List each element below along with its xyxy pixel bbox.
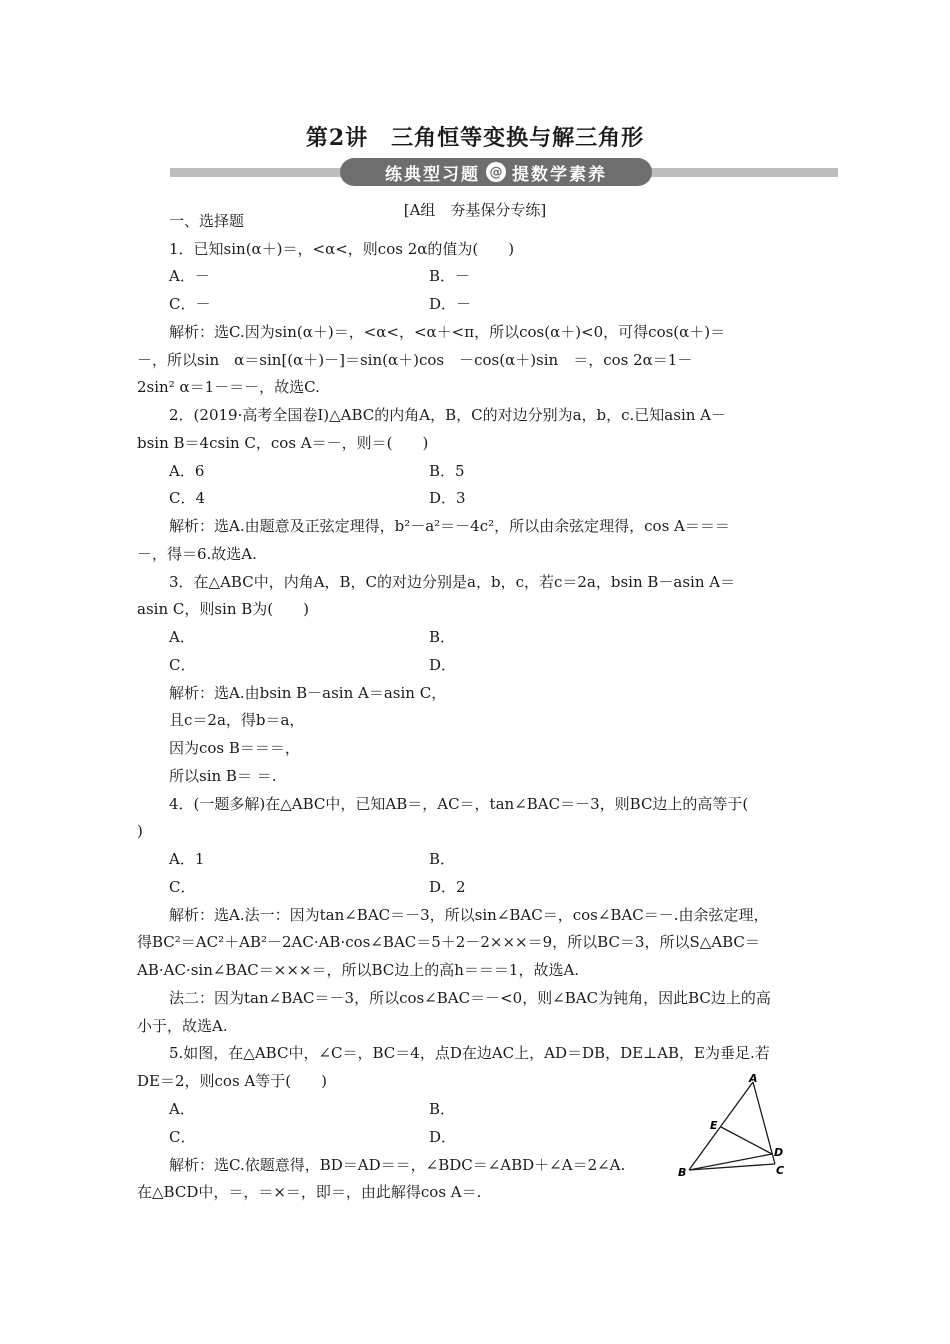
text-line: B．－ [429, 267, 471, 285]
section-banner [340, 158, 652, 186]
text-line: C． [169, 656, 196, 674]
text-line: B． [429, 850, 456, 868]
text-line: 所以sin B＝ ＝. [169, 767, 277, 785]
text-line: －，得＝6.故选A. [137, 545, 257, 563]
text-line: asin C，则sin B为( ) [137, 600, 309, 618]
text-line: A．6 [169, 462, 205, 480]
text-line: 2sin² α＝1－＝－，故选C. [137, 378, 320, 396]
text-line: 得BC²＝AC²＋AB²－2AC·AB·cos∠BAC＝5＋2－2×××＝9，所以BC＝3，所以S△ABC＝ [137, 933, 760, 951]
group-heading: [A组 夯基保分专练] [403, 201, 547, 219]
text-line: D．－ [429, 295, 472, 313]
text-line: 因为cos B＝＝＝， [169, 739, 300, 757]
text-line: DE＝2，则cos A等于( ) [137, 1072, 327, 1090]
text-line: C． [169, 878, 196, 896]
text-line: C．－ [169, 295, 211, 313]
label-e: E [710, 1119, 718, 1132]
text-line: 小于，故选A. [137, 1017, 228, 1035]
text-line: A． [169, 1100, 195, 1118]
text-line: 在△BCD中，＝，＝×＝，即＝，由此解得cos A＝. [137, 1183, 482, 1201]
text-line: C．4 [169, 489, 206, 507]
text-line: －，所以sin α＝sin[(α＋)－]＝sin(α＋)cos －cos(α＋)sin ＝，cos 2α＝1－ [137, 351, 693, 369]
triangle-figure [675, 1072, 795, 1182]
text-line: 解析：选A.由bsin B－asin A＝asin C， [169, 684, 447, 702]
text-line: C． [169, 1128, 196, 1146]
text-line: A． [169, 628, 195, 646]
text-line: 解析：选A.法一：因为tan∠BAC＝－3，所以sin∠BAC＝，cos∠BAC＝－.由余弦定理， [169, 906, 769, 924]
text-line: B． [429, 1100, 456, 1118]
text-line: AB·AC·sin∠BAC＝×××＝，所以BC边上的高h＝＝＝1，故选A. [137, 961, 580, 979]
text-line: 4．(一题多解)在△ABC中，已知AB＝，AC＝，tan∠BAC＝－3，则BC边上的高等于( [169, 795, 749, 813]
text-line: A．1 [169, 850, 205, 868]
label-d: D [774, 1146, 784, 1159]
text-line: B．5 [429, 462, 465, 480]
banner-left-text: 练典型习题 [385, 164, 480, 185]
text-line: B． [429, 628, 456, 646]
text-line: 法二：因为tan∠BAC＝－3，所以cos∠BAC＝－<0，则∠BAC为钝角，因此BC边上的高 [169, 989, 771, 1007]
text-line: 解析：选C.依题意得，BD＝AD＝＝，∠BDC＝∠ABD＋∠A＝2∠A. [169, 1156, 626, 1174]
text-line: 3．在△ABC中，内角A，B，C的对边分别是a，b，c，若c＝2a，bsin B－asin A＝ [169, 573, 736, 591]
text-line: D． [429, 1128, 457, 1146]
text-line: D． [429, 656, 457, 674]
segment-de [721, 1127, 772, 1154]
text-line: 2．(2019·高考全国卷Ⅰ)△ABC的内角A，B，C的对边分别为a，b，c.已知asin A－ [169, 406, 727, 424]
text-line: bsin B＝4csin C，cos A＝－，则＝( ) [137, 434, 429, 452]
side-ac [753, 1082, 775, 1164]
text-line: D．3 [429, 489, 466, 507]
label-c: C [776, 1164, 785, 1177]
text-line: D．2 [429, 878, 466, 896]
at-icon: @ [486, 162, 506, 182]
text-line: 1．已知sin(α＋)＝，<α<，则cos 2α的值为( ) [169, 240, 515, 258]
text-line: 5.如图，在△ABC中，∠C＝，BC＝4，点D在边AC上，AD＝DB，DE⊥AB，E为垂足.若 [169, 1044, 770, 1062]
text-line: 解析：选C.因为sin(α＋)＝，<α<，<α＋<π，所以cos(α＋)<0，可得cos(α＋)＝ [169, 323, 726, 341]
text-line: 一、选择题 [169, 212, 245, 230]
text-line: 解析：选A.由题意及正弦定理得，b²－a²＝－4c²，所以由余弦定理得，cos A＝＝＝ [169, 517, 730, 535]
label-b: B [678, 1166, 687, 1179]
text-line: A．－ [169, 267, 210, 285]
text-line: ) [137, 822, 143, 840]
page-title: 第2讲 三角恒等变换与解三角形 [305, 125, 645, 151]
text-line: 且c＝2a，得b＝a， [169, 711, 305, 729]
banner-right-text: 提数学素养 [512, 164, 607, 185]
label-a: A [749, 1072, 758, 1085]
side-ab [689, 1082, 753, 1170]
